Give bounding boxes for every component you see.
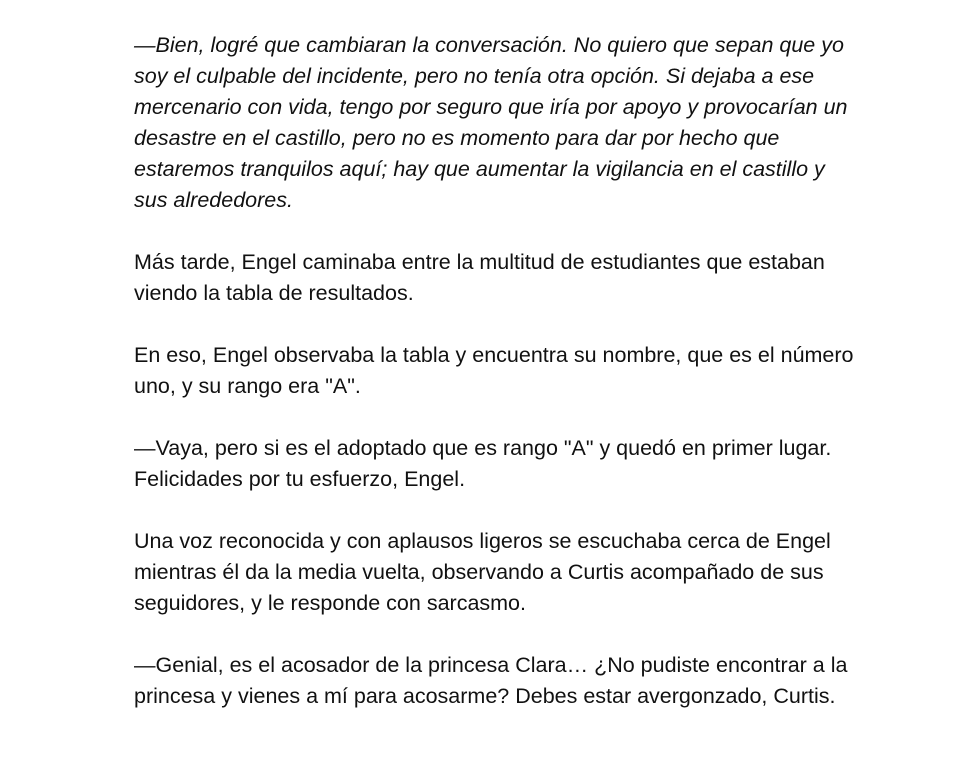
paragraph-4: —Vaya, pero si es el adoptado que es rango "A" y quedó en primer lugar. Felicidades por tu esfuerzo, Engel. — [134, 436, 832, 491]
paragraph-3: En eso, Engel observaba la tabla y encuentra su nombre, que es el número uno, y su rango era "A". — [134, 343, 854, 398]
paragraph-1: —Bien, logré que cambiaran la conversación. No quiero que sepan que yo soy el culpable del incidente, pero no tenía otra opción. Si dejaba a ese mercenario con vida, tengo por seguro que iría por apoyo y provocarían un desastre en el castillo, pero no es momento para dar por hecho que estaremos tranquilos aquí; hay que aumentar la vigilancia en el castillo y sus alrededores. — [134, 33, 848, 212]
paragraph-5: Una voz reconocida y con aplausos ligeros se escuchaba cerca de Engel mientras él da la media vuelta, observando a Curtis acompañado de sus seguidores, y le responde con sarcasmo. — [134, 529, 831, 615]
paragraph-2: Más tarde, Engel caminaba entre la multitud de estudiantes que estaban viendo la tabla de resultados. — [134, 250, 825, 305]
document-body — [134, 30, 854, 712]
paragraph-6: —Genial, es el acosador de la princesa Clara… ¿No pudiste encontrar a la princesa y vienes a mí para acosarme? Debes estar avergonzado, Curtis. — [134, 653, 848, 708]
